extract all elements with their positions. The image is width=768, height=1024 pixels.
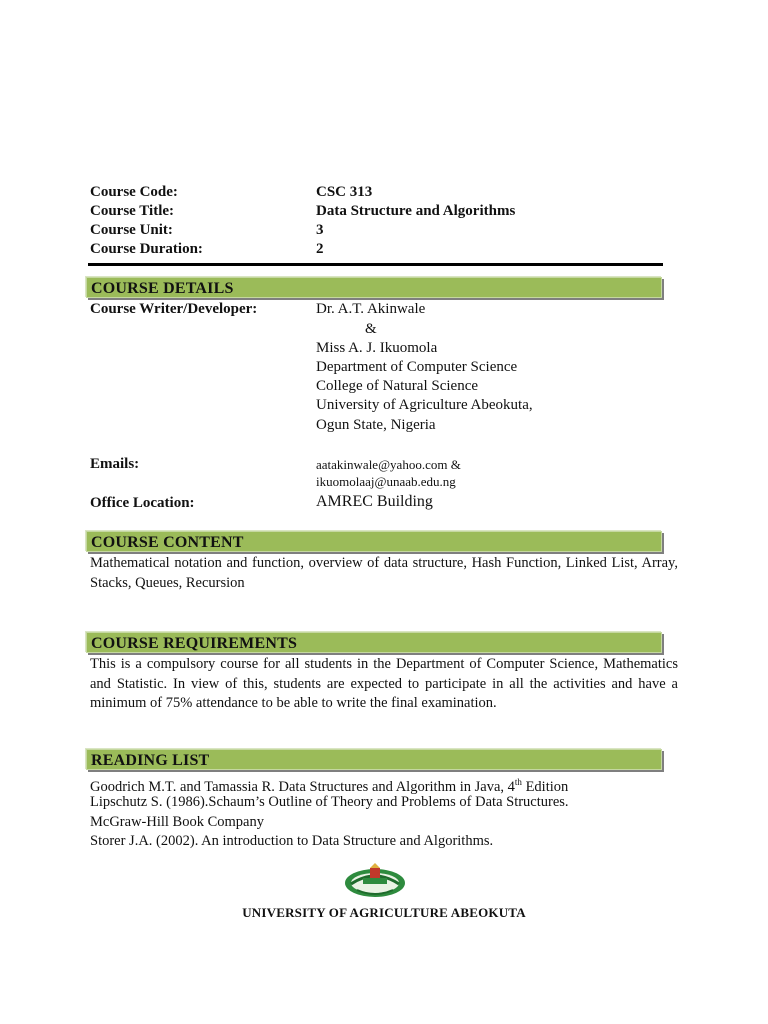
section-bar-course-content xyxy=(86,531,662,552)
section-title-reading-list: READING LIST xyxy=(91,752,210,769)
section-title-course-details: COURSE DETAILS xyxy=(91,280,234,297)
reading-item-1-edition: Edition xyxy=(521,778,569,795)
writer-line: College of Natural Science xyxy=(316,378,479,394)
section-bar-course-details xyxy=(86,277,662,298)
header-divider xyxy=(88,263,663,266)
course-writer-label: Course Writer/Developer: xyxy=(90,301,258,317)
reading-item-2: Lipschutz S. (1986).Schaum’s Outline of Theory and Problems of Data Structures. xyxy=(90,794,569,810)
reading-item-3: McGraw-Hill Book Company xyxy=(90,814,264,830)
course-unit-label: Course Unit: xyxy=(90,222,173,238)
writer-line: Ogun State, Nigeria xyxy=(316,417,436,433)
section-bar-reading-list xyxy=(86,749,662,770)
university-name-footer: UNIVERSITY OF AGRICULTURE ABEOKUTA xyxy=(242,905,526,920)
email-1: aatakinwale@yahoo.com & xyxy=(316,457,461,472)
course-code-value: CSC 313 xyxy=(316,184,373,200)
writer-line: & xyxy=(365,321,377,337)
course-title-value: Data Structure and Algorithms xyxy=(316,203,516,219)
writer-line: Dr. A.T. Akinwale xyxy=(316,301,426,317)
section-bar-course-requirements xyxy=(86,632,662,653)
course-code-label: Course Code: xyxy=(90,184,178,200)
reading-item-1-text: Goodrich M.T. and Tamassia R. Data Structures and Algorithm in Java, 4 xyxy=(90,778,515,795)
course-unit-value: 3 xyxy=(316,222,324,238)
university-logo xyxy=(343,862,407,900)
course-requirements-text: This is a compulsory course for all students in the Department of Computer Science, Mathematics and Statistic. In view of this, students are expected to participate in all the activities and have a minimum of 75% attendance to be able to write the final examination. xyxy=(90,656,678,711)
course-content-text: Mathematical notation and function, overview of data structure, Hash Function, Linked List, Array, Stacks, Queues, Recursion xyxy=(90,555,678,591)
office-location-value: AMREC Building xyxy=(316,493,433,510)
writer-line: University of Agriculture Abeokuta, xyxy=(316,397,533,413)
university-crest-icon xyxy=(343,862,407,900)
course-duration-label: Course Duration: xyxy=(90,241,203,257)
writer-line: Department of Computer Science xyxy=(316,359,518,375)
office-location-label: Office Location: xyxy=(90,495,195,511)
reading-item-4: Storer J.A. (2002). An introduction to Data Structure and Algorithms. xyxy=(90,833,494,849)
writer-line: Miss A. J. Ikuomola xyxy=(316,340,438,356)
reading-item-1-superscript: th xyxy=(514,777,522,787)
course-title-label: Course Title: xyxy=(90,203,175,219)
emails-label: Emails: xyxy=(90,456,140,472)
course-duration-value: 2 xyxy=(316,241,324,257)
email-2: ikuomolaaj@unaab.edu.ng xyxy=(316,474,456,489)
section-title-course-requirements: COURSE REQUIREMENTS xyxy=(91,635,298,652)
section-title-course-content: COURSE CONTENT xyxy=(91,534,244,551)
